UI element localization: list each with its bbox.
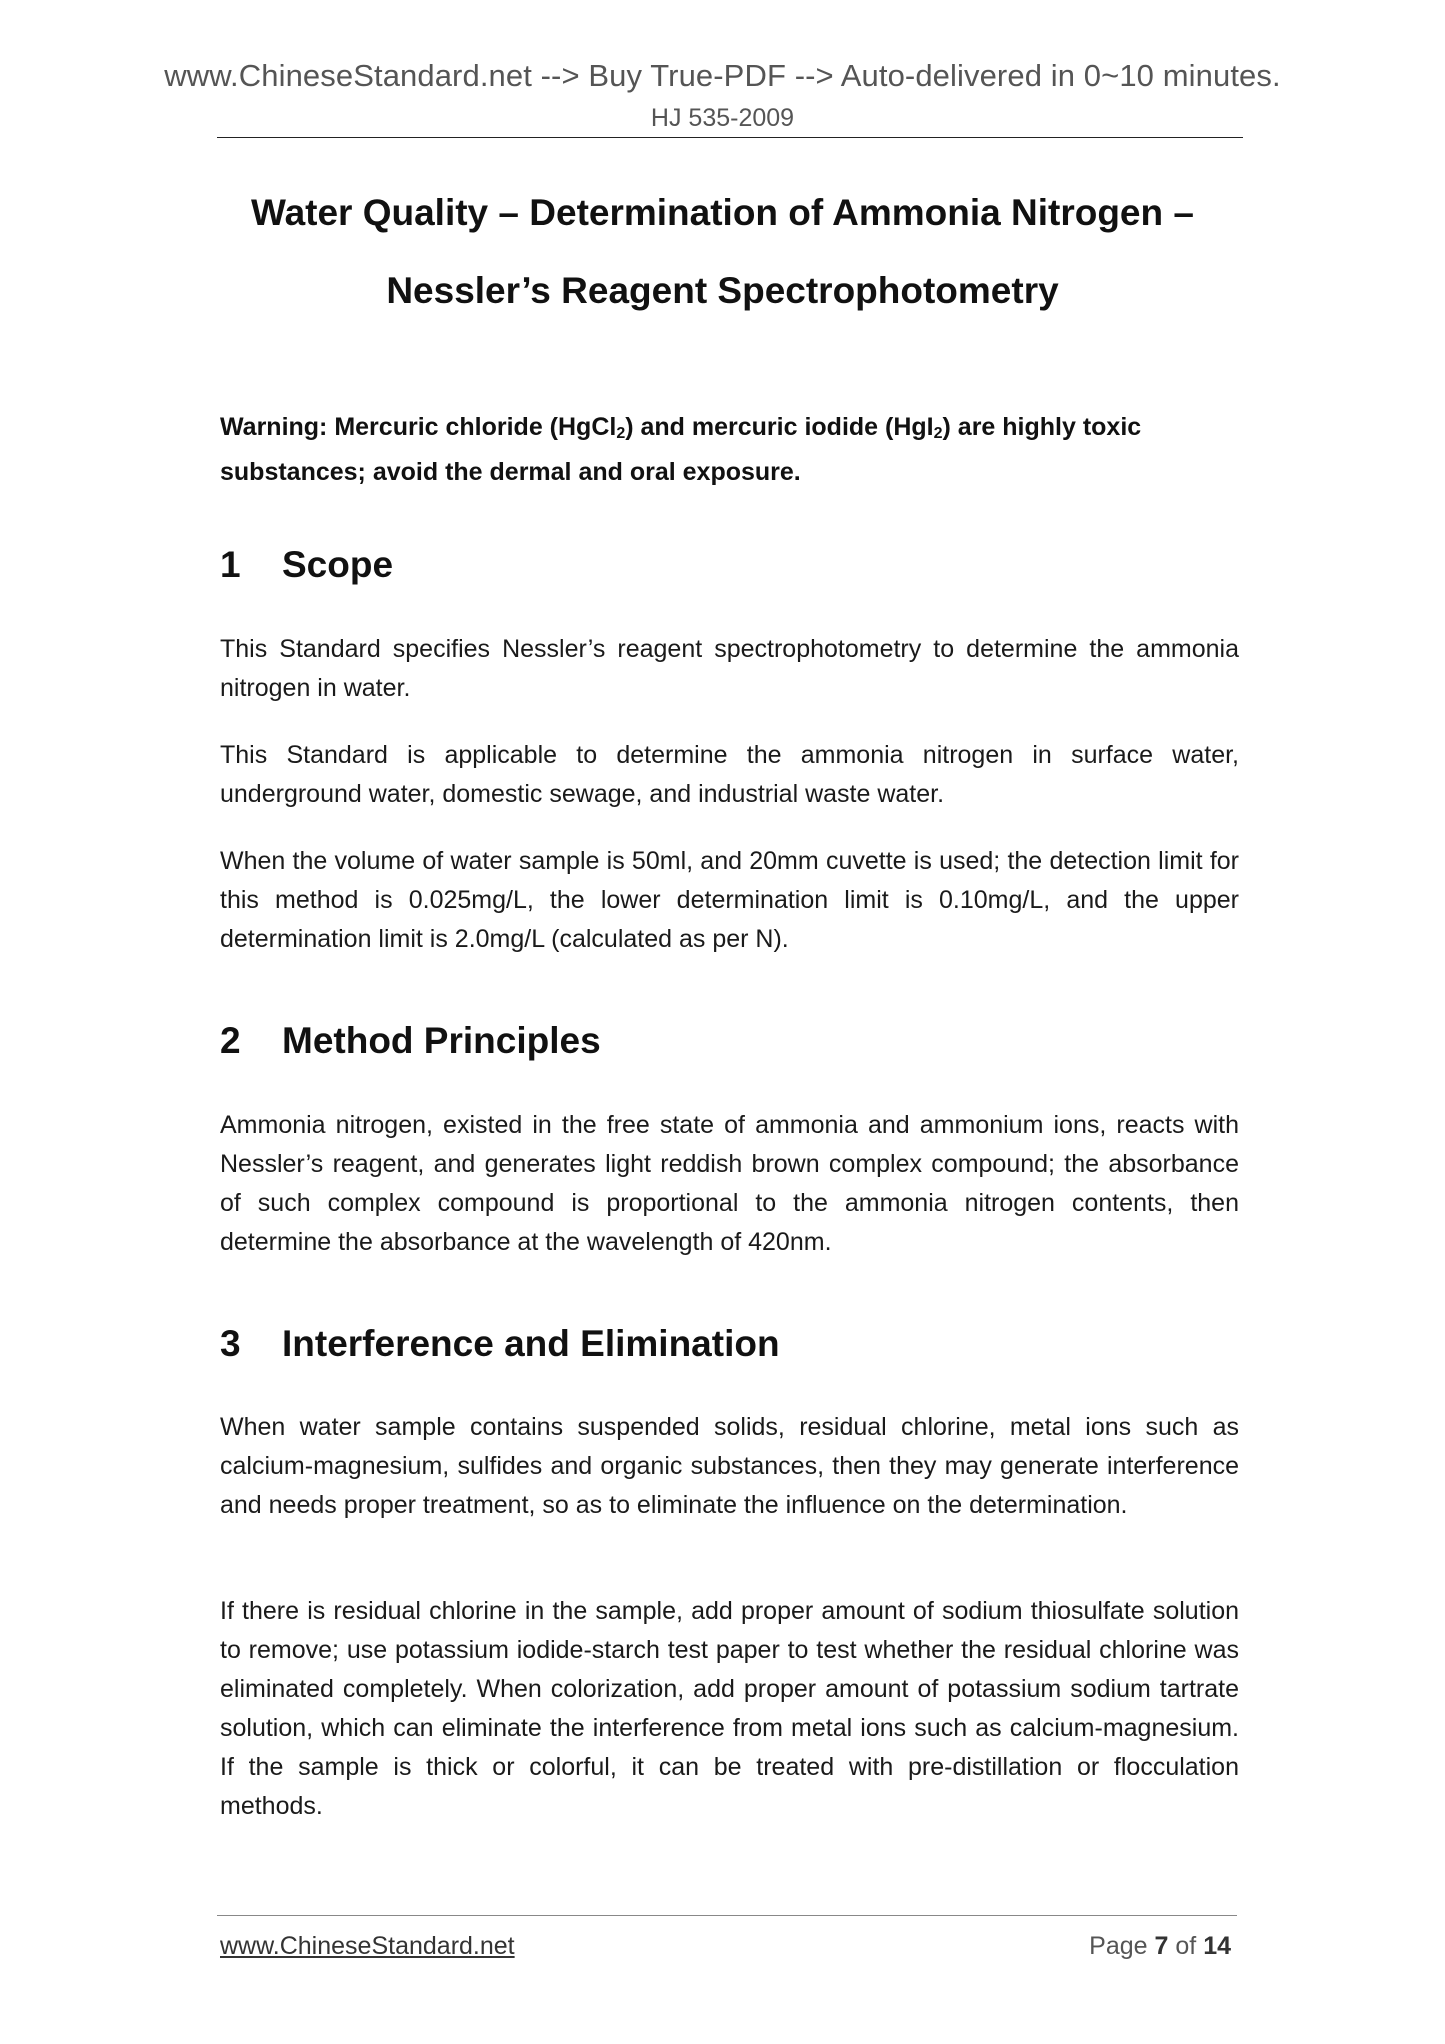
paragraph: This Standard is applicable to determine the ammonia nitrogen in surface water, underground water, domestic sewage, and industrial waste water. bbox=[220, 741, 1239, 808]
warning-text-1: Warning: Mercuric chloride (HgCl bbox=[220, 413, 617, 441]
section-title: Method Principles bbox=[282, 1020, 601, 1061]
paragraph: This Standard specifies Nessler’s reagent spectrophotometry to determine the ammonia nitrogen in water. bbox=[220, 635, 1239, 702]
document-title-line-2: Nessler’s Reagent Spectrophotometry bbox=[386, 270, 1059, 311]
page-separator: of bbox=[1175, 1932, 1197, 1960]
warning-text-2: ) and mercuric iodide (HgI bbox=[625, 413, 934, 441]
total-page-count: 14 bbox=[1203, 1932, 1231, 1960]
section-title: Scope bbox=[282, 544, 394, 585]
section-heading-interference bbox=[220, 1323, 780, 1365]
section-number: 2 bbox=[220, 1020, 241, 1061]
document-title-line-1: Water Quality – Determination of Ammonia Nitrogen – bbox=[251, 192, 1194, 233]
paragraph: When the volume of water sample is 50ml, and 20mm cuvette is used; the detection limit for this method is 0.025mg/L, the lower determination limit is 0.10mg/L, and the upper determination limit is 2.0mg/L (calculated as per N). bbox=[220, 847, 1239, 953]
paragraph: If there is residual chlorine in the sample, add proper amount of sodium thiosulfate solution to remove; use potassium iodide-starch test paper to test whether the residual chlorine was eliminated completely. When colorization, add proper amount of potassium sodium tartrate solution, which can eliminate the interference from metal ions such as calcium-magnesium. If the sample is thick or colorful, it can be treated with pre-distillation or flocculation methods. bbox=[220, 1597, 1239, 1820]
paragraph: When water sample contains suspended solids, residual chlorine, metal ions such as calcium-magnesium, sulfides and organic substances, then they may generate interference and needs proper treatment, so as to eliminate the influence on the determination. bbox=[220, 1413, 1239, 1519]
paragraph: Ammonia nitrogen, existed in the free state of ammonia and ammonium ions, reacts with Nessler’s reagent, and generates light reddish brown complex compound; the absorbance of such complex compound is proportional to the ammonia nitrogen contents, then determine the absorbance at the wavelength of 420nm. bbox=[220, 1111, 1239, 1256]
footer-website-link[interactable]: www.ChineseStandard.net bbox=[220, 1932, 515, 1960]
section-number: 1 bbox=[220, 544, 241, 585]
warning-subscript-1: 2 bbox=[616, 425, 626, 442]
warning-notice bbox=[220, 408, 1240, 492]
warning-text-3: ) are highly toxic substances; avoid the dermal and oral exposure. bbox=[220, 413, 1142, 486]
section-number: 3 bbox=[220, 1323, 241, 1364]
footer-divider bbox=[217, 1915, 1237, 1916]
page-label: Page bbox=[1089, 1932, 1148, 1960]
section-heading-method-principles bbox=[220, 1020, 601, 1062]
warning-subscript-2: 2 bbox=[933, 425, 943, 442]
document-id: HJ 535-2009 bbox=[650, 104, 795, 132]
header-divider bbox=[217, 137, 1243, 138]
section-title: Interference and Elimination bbox=[282, 1323, 780, 1364]
page-indicator bbox=[1089, 1932, 1231, 1961]
current-page-number: 7 bbox=[1154, 1932, 1169, 1960]
header-banner: www.ChineseStandard.net --> Buy True-PDF --> Auto-delivered in 0~10 minutes. bbox=[164, 58, 1281, 93]
section-heading-scope bbox=[220, 544, 393, 586]
